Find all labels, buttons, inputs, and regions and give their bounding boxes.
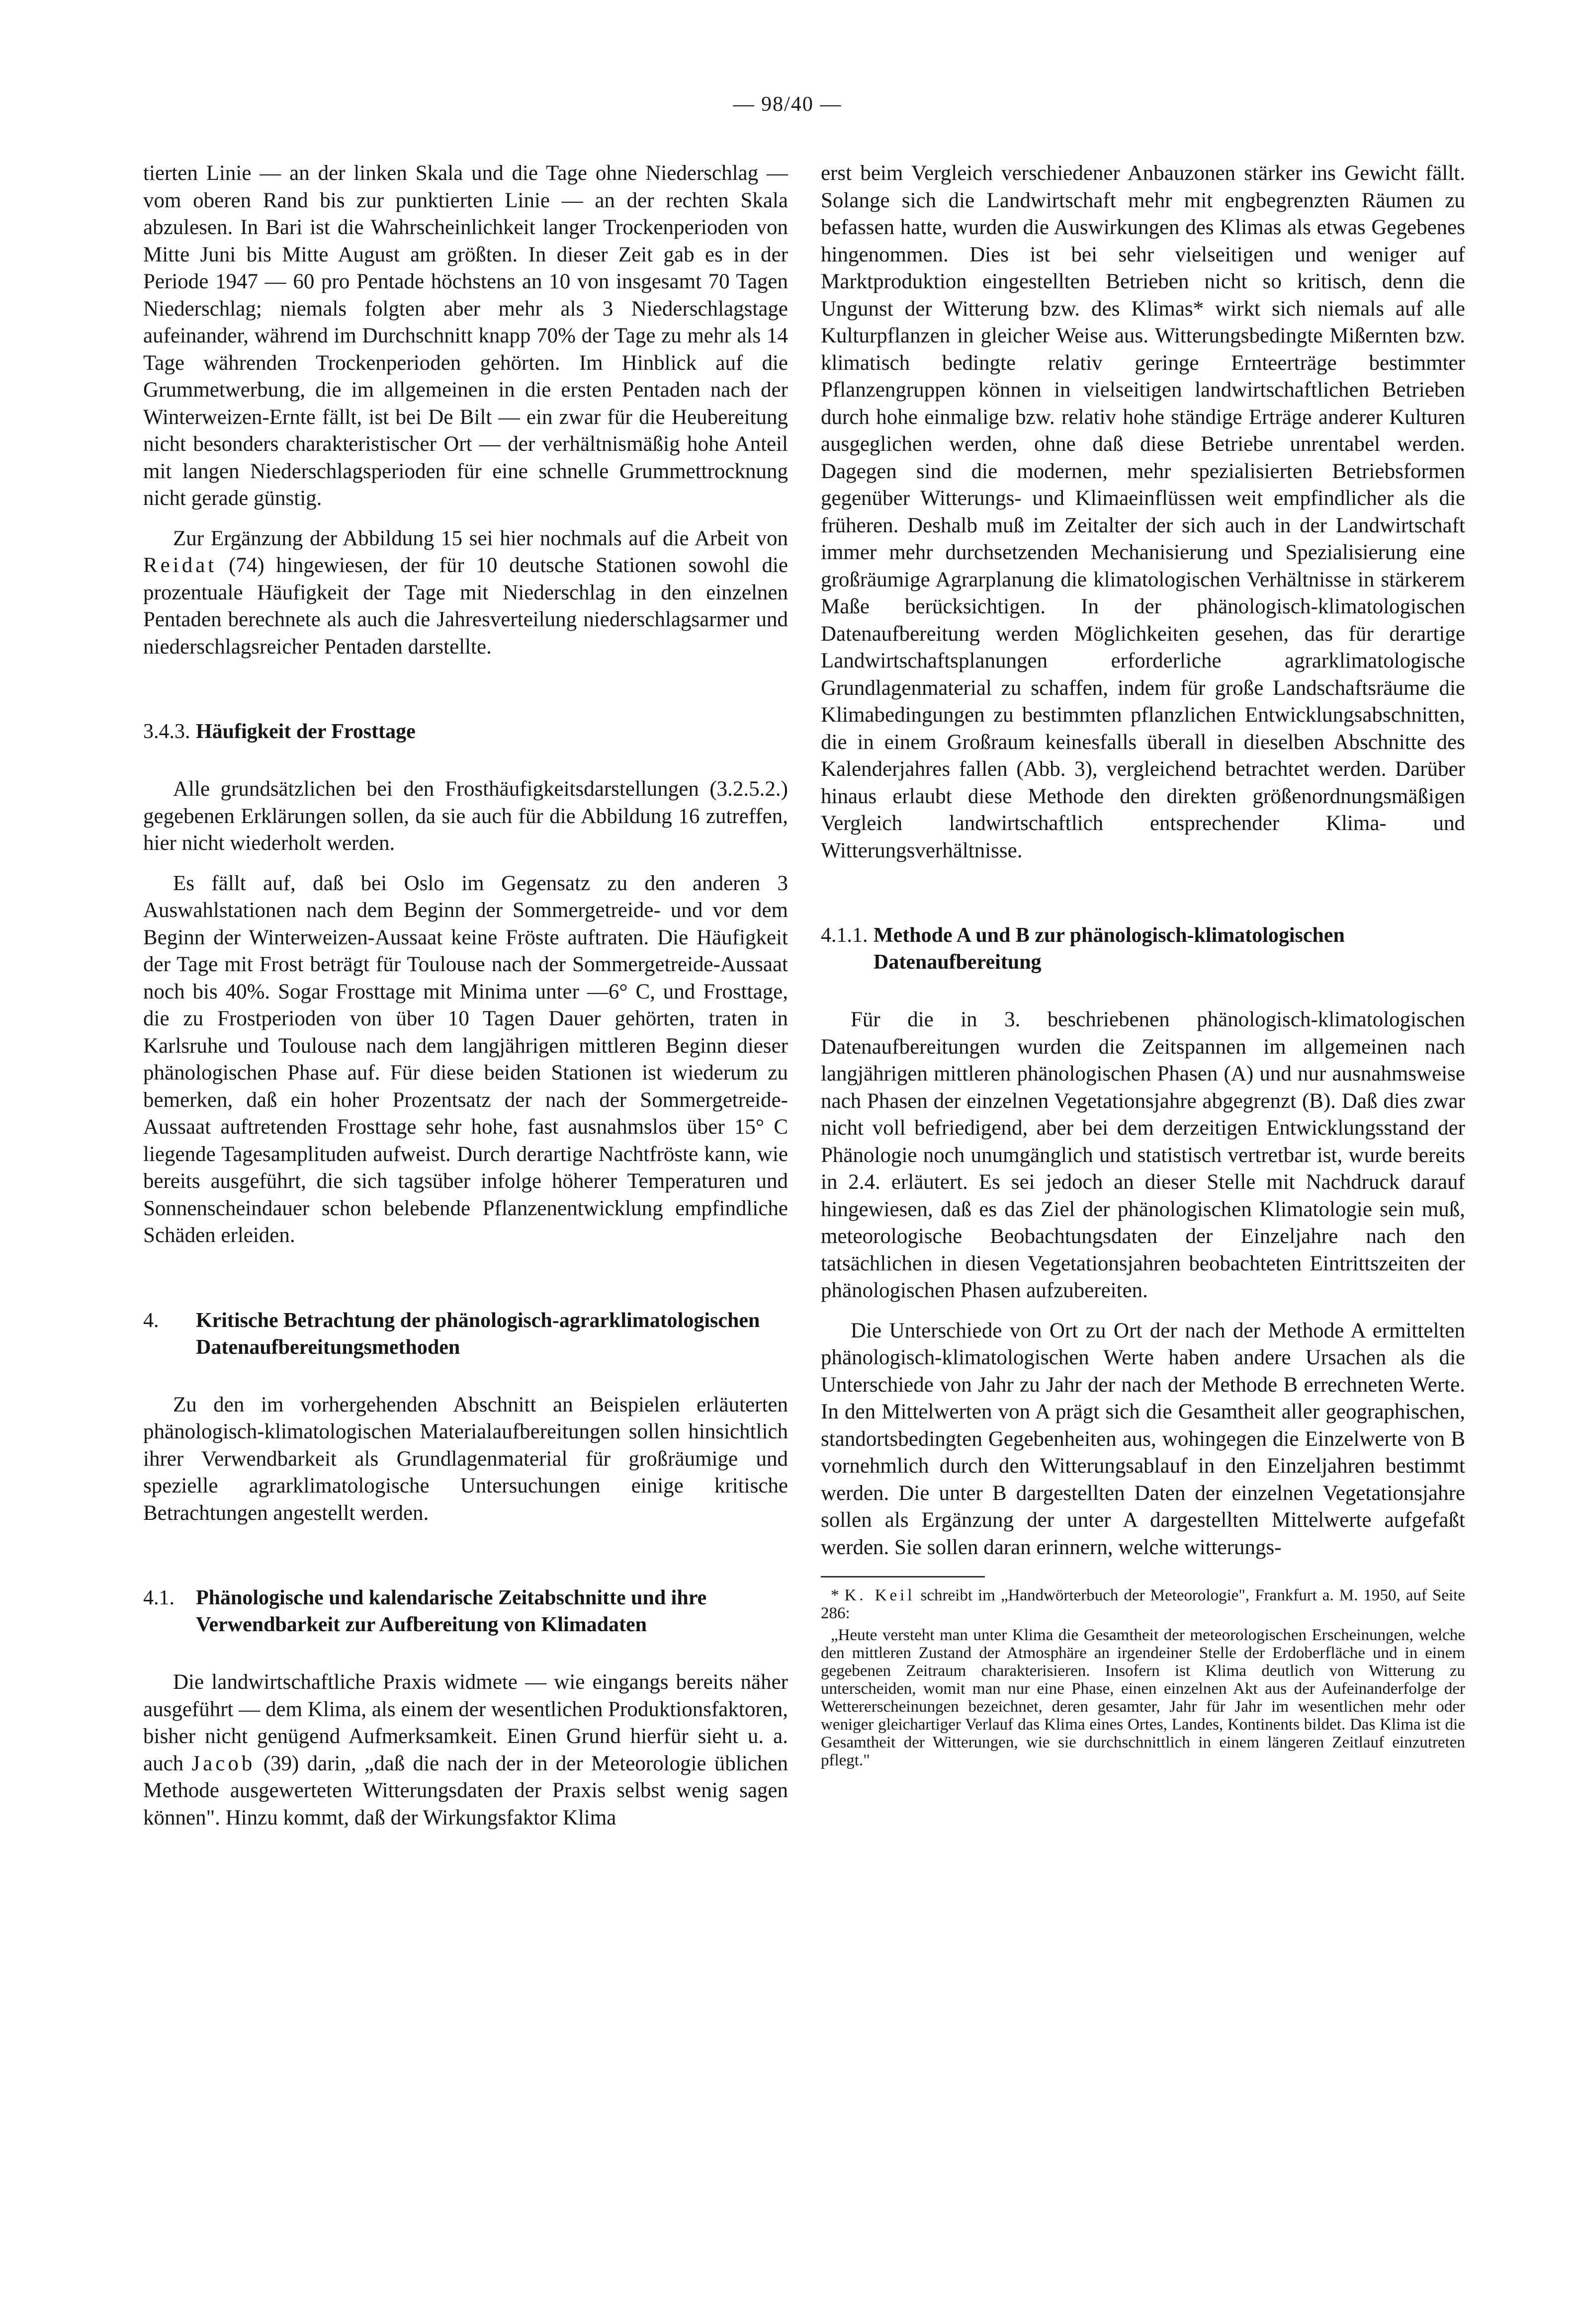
section-number: 4.1.1.	[821, 924, 868, 947]
text-segment: (39) darin, „daß die nach der in der Meteorologie üblichen Methode ausgewerteten Witterungsdaten der Praxis selbst wenig sagen können". Hinzu kommt, daß der Wirkungsfaktor Klima	[143, 1751, 788, 1829]
footnote	[821, 1586, 1465, 1769]
paragraph-climate-factor: erst beim Vergleich verschiedener Anbauzonen stärker ins Gewicht fällt. Solange sich die Landwirtschaft mehr mit engbegrenzten Räumen zu befassen hatte, wurden die Auswirkungen des Klimas als etwas Gegebenes hingenommen. Dies ist bei sehr vielseitigen und weniger auf Marktproduktion eingestellten Betrieben nicht so kritisch, denn die Ungunst der Witterung bzw. des Klimas* wirkt sich niemals auf alle Kulturpflanzen in gleicher Weise aus. Witterungsbedingte Mißernten bzw. klimatisch bedingte relativ geringe Ernteerträge bestimmter Pflanzengruppen können in vielseitigen landwirtschaftlichen Betrieben durch hohe einmalige bzw. relativ hohe ständige Erträge anderer Kulturen ausgeglichen werden, ohne daß diese Betriebe unrentabel werden. Dagegen sind die modernen, mehr spezialisierten Betriebsformen gegenüber Witterungs- und Klimaeinflüssen weit empfindlicher als die früheren. Deshalb muß im Zeitalter der sich auch in der Landwirtschaft immer mehr durchsetzenden Mechanisierung und Spezialisierung eine großräumige Agrarplanung die klimatologischen Verhältnisse in stärkerem Maße berücksichtigen. In der phänologisch-klimatologischen Datenaufbereitung werden Möglichkeiten gesehen, das für derartige Landwirtschaftsplanungen erforderliche agrarklimatologische Grundlagenmaterial zu schaffen, indem für große Landschaftsräume die Klimabedingungen zu bestimmten pflanzlichen Entwicklungsabschnitten, die in einem Großraum keinesfalls überall in dieselben Abschnitte des Kalenderjahres fallen (Abb. 3), vergleichend betrachtet werden. Darüber hinaus erlaubt diese Methode den direkten größenordnungsmäßigen Vergleich landwirtschaftlich entsprechender Klima- und Witterungsverhältnisse.	[821, 162, 1465, 862]
text-segment: Zur Ergänzung der Abbildung 15 sei hier nochmals auf die Arbeit von	[173, 526, 788, 550]
author-name: K. Keil	[844, 1586, 915, 1604]
text-segment: schreibt im „Handwörterbuch der Meteorologie", Frankfurt a. M. 1950, auf Seite 286:	[821, 1586, 1466, 1622]
paragraph-precipitation-periods: tierten Linie — an der linken Skala und die Tage ohne Niederschlag — vom oberen Rand bis zur punktierten Linie — an der rechten Skala abzulesen. In Bari ist die Wahrscheinlichkeit langer Trockenperioden von Mitte Juni bis Mitte August am größten. In dieser Zeit gab es in der Periode 1947 — 60 pro Pentade höchstens an 10 von insgesamt 70 Tagen Niederschlag; niemals folgten aber mehr als 3 Niederschlagstage aufeinander, während im Durchschnitt knapp 70% der Tage zu mehr als 14 Tage währenden Trockenperioden gehörten. Im Hinblick auf die Grummetwerbung, die im allgemeinen in die ersten Pentaden nach der Winterweizen-Ernte fällt, ist bei De Bilt — ein zwar für die Heubereitung nicht besonders charakteristischer Ort — der verhältnismäßig hohe Anteil mit langen Niederschlagsperioden für eine schnelle Grummettrocknung nicht gerade günstig.	[143, 162, 788, 510]
section-title: Kritische Betrachtung der phänologisch-agrarklimatologischen Datenaufbereitungsmethoden	[196, 1309, 760, 1359]
footnote-quote: „Heute versteht man unter Klima die Gesamtheit der meteorologischen Erscheinungen, welche den mittleren Zustand der Atmosphäre an irgendeiner Stelle der Erdoberfläche und in einem gegebenen Zeitraum charakterisieren. Insofern ist Klima deutlich von Witterung zu unterscheiden, womit man nur eine Phase, einen einzelnen Akt aus der Aufeinanderfolge der Wettererscheinungen bezeichnet, deren gesamter, Jahr für Jahr im wesentlichen mehr oder weniger gleichartiger Verlauf das Klima eines Ortes, Landes, Kontinents bildet. Das Klima ist die Gesamtheit der Witterungen, wie sie durchschnittlich in einem längeren Zeitlauf einzutreten pflegt."	[821, 1626, 1465, 1769]
section-number: 4.	[143, 1309, 159, 1332]
left-column	[143, 160, 788, 1844]
section-heading-4	[143, 1307, 788, 1361]
section-heading-4-1-1	[821, 922, 1465, 976]
section-heading-4-1	[143, 1584, 788, 1638]
section-number: 4.1.	[143, 1586, 175, 1609]
paragraph-reidat-reference	[143, 525, 788, 661]
section-title: Häufigkeit der Frosttage	[196, 720, 416, 743]
text-segment: (74) hingewiesen, der für 10 deutsche Stationen sowohl die prozentuale Häufigkeit der Tage mit Niederschlag in den einzelnen Pentaden berechnete als auch die Jahresverteilung niederschlagsarmer und niederschlagsreicher Pentaden darstellte.	[143, 554, 788, 659]
author-name: Reidat	[143, 554, 217, 577]
paragraph-agricultural-practice	[143, 1669, 788, 1831]
paragraph-frost-explanations: Alle grundsätzlichen bei den Frosthäufigkeitsdarstellungen (3.2.5.2.) gegebenen Erklärungen sollen, da sie auch für die Abbildung 16 zutreffen, hier nicht wiederholt werden.	[143, 777, 788, 855]
paragraph-method-a-b: Für die in 3. beschriebenen phänologisch-klimatologischen Datenaufbereitungen wurden die Zeitspannen im allgemeinen nach langjährigen mittleren phänologischen Phasen (A) und nur ausnahmsweise nach Phasen der einzelnen Vegetationsjahre abgegrenzt (B). Daß dies zwar nicht voll befriedigend, aber bei dem derzeitigen Entwicklungsstand der Phänologie noch unumgänglich und statistisch vertretbar ist, wurde bereits in 2.4. erläutert. Es sei jedoch an dieser Stelle mit Nachdruck darauf hingewiesen, daß es das Ziel der phänologischen Klimatologie sein muß, meteorologische Beobachtungsdaten der Einzeljahre nach den tatsächlichen in diesen Vegetationsjahren beobachteten Eintrittszeiten der phänologischen Phasen aufzubereiten.	[821, 1008, 1465, 1302]
right-column	[821, 160, 1465, 1773]
paragraph-differences: Die Unterschiede von Ort zu Ort der nach der Methode A ermittelten phänologisch-klimatologischen Werte haben andere Ursachen als die Unterschiede von Jahr zu Jahr der nach der Methode B errechneten Werte. In den Mittelwerten von A prägt sich die Gesamtheit aller geographischen, standortsbedingten Gegebenheiten aus, wohingegen die Einzelwerte von B vornehmlich durch den Witterungsablauf in den Einzeljahren bestimmt werden. Die unter B dargestellten Daten der einzelnen Vegetationsjahre sollen als Ergänzung der unter A dargestellten Mittelwerte aufgefaßt werden. Sie sollen daran erinnern, welche witterungs-	[821, 1319, 1465, 1559]
page-number: — 98/40 —	[733, 93, 842, 116]
footnote-lead	[821, 1586, 1465, 1622]
paragraph-critical-review: Zu den im vorhergehenden Abschnitt an Beispielen erläuterten phänologisch-klimatologischen Materialaufbereitungen sollen hinsichtlich ihrer Verwendbarkeit als Grundlagenmaterial für großräumige und spezielle agrarklimatologische Untersuchungen einige kritische Betrachtungen angestellt werden.	[143, 1393, 788, 1525]
section-title: Methode A und B zur phänologisch-klimatologischen Datenaufbereitung	[874, 924, 1345, 974]
section-heading-3-4-3	[143, 718, 788, 745]
footnote-marker: *	[831, 1586, 845, 1604]
text-segment: Die landwirtschaftliche Praxis widmete — wie eingangs bereits näher ausgeführt — dem Klima, als einem der wesentlichen Produktionsfaktoren, bisher nicht genügend Aufmerksamkeit. Einen Grund hierfür sieht u. a. auch	[143, 1670, 788, 1775]
author-name: Jacob	[191, 1751, 256, 1775]
footnote-divider	[821, 1576, 985, 1577]
paragraph-frost-oslo: Es fällt auf, daß bei Oslo im Gegensatz zu den anderen 3 Auswahlstationen nach dem Beginn der Sommergetreide- und vor dem Beginn der Winterweizen-Aussaat keine Fröste auftraten. Die Häufigkeit der Tage mit Frost beträgt für Toulouse nach der Sommergetreide-Aussaat noch bis 40%. Sogar Frosttage mit Minima unter —6° C, und Frosttage, die zu Frostperioden von über 10 Tagen Dauer gehörten, traten in Karlsruhe und Toulouse nach dem langjährigen mittleren Beginn dieser phänologischen Phase auf. Für diese beiden Stationen ist wiederum zu bemerken, daß ein hoher Prozentsatz der nach der Sommergetreide-Aussaat auftretenden Frosttage sehr hohe, fast ausnahmslos über 15° C liegende Tagesamplituden aufweist. Durch derartige Nachtfröste kann, wie bereits ausgeführt, die sich tagsüber infolge höherer Temperaturen und Sonnenscheindauer schon belebende Pflanzenentwicklung empfindliche Schäden erleiden.	[143, 871, 788, 1247]
section-title: Phänologische und kalendarische Zeitabschnitte und ihre Verwendbarkeit zur Aufbereitung von Klimadaten	[196, 1586, 707, 1636]
section-number: 3.4.3.	[143, 720, 190, 743]
